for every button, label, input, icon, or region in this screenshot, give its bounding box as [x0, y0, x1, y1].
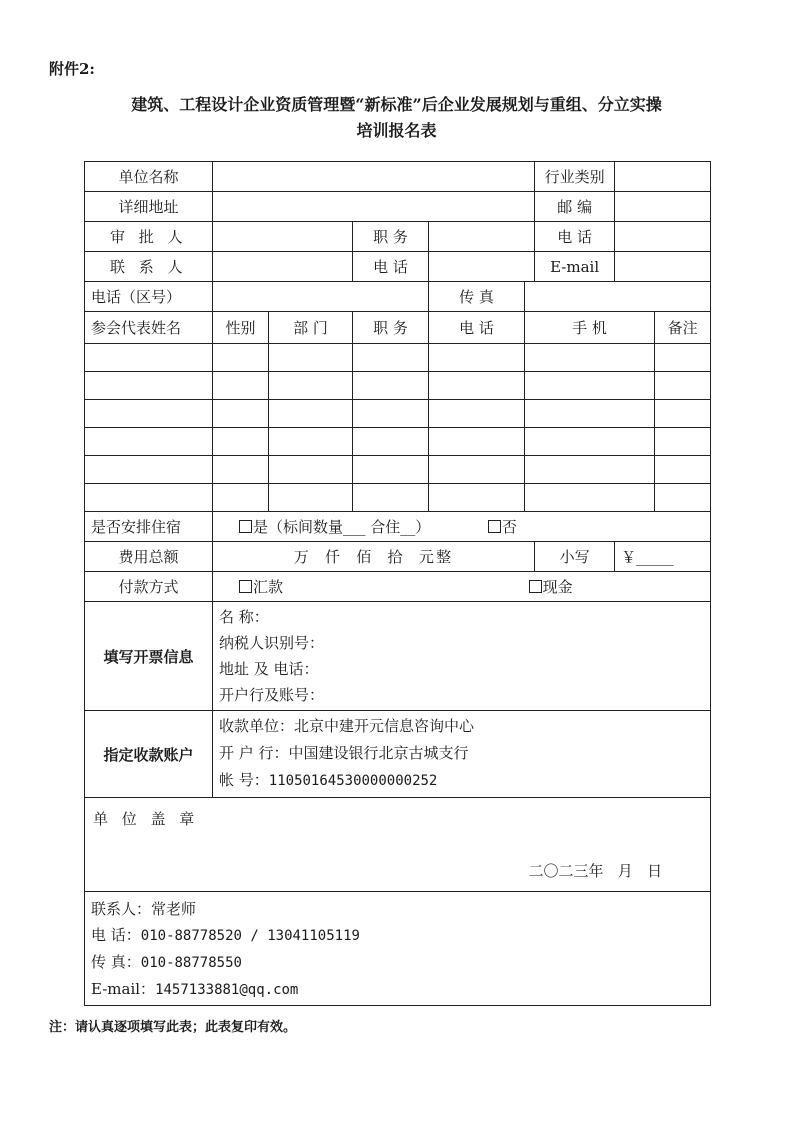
row-contact: [85, 252, 711, 282]
approver-label: 审 批 人: [85, 222, 213, 252]
contact-field[interactable]: [213, 252, 353, 282]
cash-checkbox[interactable]: [529, 580, 542, 593]
lodging-label: 是否安排住宿: [85, 512, 213, 542]
invoice-tax-id-line[interactable]: 纳税人识别号：: [219, 634, 325, 652]
contact-phone-line: [91, 922, 704, 949]
participant-remark-cell[interactable]: [655, 344, 711, 372]
participant-position-cell[interactable]: [353, 372, 429, 400]
fee-amount-words: 万 仟 佰 拾 元整: [213, 542, 535, 572]
contact-phone-label: 电 话: [353, 252, 429, 282]
form-subtitle: 培训报名表: [356, 121, 437, 140]
area-phone-label: 电话（区号）: [85, 282, 213, 312]
participant-mobile-cell[interactable]: [525, 456, 655, 484]
participant-mobile-header: 手 机: [525, 312, 655, 344]
participant-name-cell[interactable]: [85, 400, 213, 428]
invoice-name-line[interactable]: 名 称：: [219, 608, 269, 626]
form-title: 建筑、工程设计企业资质管理暨“新标准”后企业发展规划与重组、分立实操: [131, 95, 662, 114]
approver-field[interactable]: [213, 222, 353, 252]
row-area-phone: [85, 282, 711, 312]
row-approver: [85, 222, 711, 252]
participant-name-cell[interactable]: [85, 344, 213, 372]
payment-row: [85, 572, 711, 602]
participant-position-cell[interactable]: [353, 484, 429, 512]
contact-info-row: [85, 892, 711, 1006]
row-address: [85, 192, 711, 222]
payee-bank-line: 开 户 行：中国建设银行北京古城支行: [219, 744, 469, 762]
area-phone-field[interactable]: [213, 282, 429, 312]
remit-checkbox[interactable]: [239, 580, 252, 593]
participant-department-cell[interactable]: [269, 456, 353, 484]
contact-label: 联 系 人: [85, 252, 213, 282]
payee-label: 指定收款账户: [85, 711, 213, 798]
participant-remark-cell[interactable]: [655, 428, 711, 456]
fax-label: 传 真: [429, 282, 525, 312]
unit-name-field[interactable]: [213, 162, 535, 192]
participant-row: [85, 484, 711, 512]
payee-account-line: [219, 767, 704, 795]
industry-field[interactable]: [615, 162, 711, 192]
participant-gender-cell[interactable]: [213, 400, 269, 428]
participant-row: [85, 372, 711, 400]
participant-department-cell[interactable]: [269, 484, 353, 512]
address-field[interactable]: [213, 192, 535, 222]
contact-email-line: [91, 976, 704, 1003]
participant-name-cell[interactable]: [85, 456, 213, 484]
invoice-row: [85, 602, 711, 711]
contact-fax-value: 010-88778550: [140, 955, 242, 971]
payment-label: 付款方式: [85, 572, 213, 602]
address-label: 详细地址: [85, 192, 213, 222]
participant-department-header: 部 门: [269, 312, 353, 344]
participant-gender-cell[interactable]: [213, 428, 269, 456]
contact-fax-prefix: 传 真：: [91, 953, 141, 971]
participant-position-header: 职 务: [353, 312, 429, 344]
participant-row: [85, 400, 711, 428]
participant-mobile-cell[interactable]: [525, 428, 655, 456]
contact-fax-line: [91, 949, 704, 976]
participant-name-header: 参会代表姓名: [85, 312, 213, 344]
participant-phone-cell[interactable]: [429, 456, 525, 484]
participant-phone-header: 电 话: [429, 312, 525, 344]
approver-position-field[interactable]: [429, 222, 535, 252]
participant-mobile-cell[interactable]: [525, 372, 655, 400]
invoice-address-phone-line[interactable]: 地址 及 电话：: [219, 660, 319, 678]
fee-row: [85, 542, 711, 572]
participant-position-cell[interactable]: [353, 344, 429, 372]
unit-name-label: 单位名称: [85, 162, 213, 192]
postcode-field[interactable]: [615, 192, 711, 222]
contact-person-line: 联系人：常老师: [91, 900, 197, 918]
cash-label: 现金: [542, 578, 573, 596]
participant-remark-header: 备注: [655, 312, 711, 344]
participant-position-cell[interactable]: [353, 456, 429, 484]
seal-label: 单 位 盖 章: [93, 810, 199, 828]
invoice-bank-account-line[interactable]: 开户行及账号：: [219, 686, 325, 704]
payee-account-number: 11050164530000000252: [268, 773, 438, 789]
participants-header-row: [85, 312, 711, 344]
industry-label: 行业类别: [535, 162, 615, 192]
contact-phone-field[interactable]: [429, 252, 535, 282]
postcode-label: 邮 编: [535, 192, 615, 222]
participant-remark-cell[interactable]: [655, 484, 711, 512]
participant-department-cell[interactable]: [269, 400, 353, 428]
payee-account-prefix: 帐 号：: [219, 771, 269, 789]
participant-remark-cell[interactable]: [655, 400, 711, 428]
participant-row: [85, 428, 711, 456]
participant-row: [85, 344, 711, 372]
participant-name-cell[interactable]: [85, 484, 213, 512]
participant-position-cell[interactable]: [353, 428, 429, 456]
lodging-yes-checkbox[interactable]: [239, 520, 252, 533]
contact-phone-prefix: 电 话：: [91, 926, 141, 944]
lodging-no-label: 否: [501, 518, 517, 536]
participant-phone-cell[interactable]: [429, 400, 525, 428]
participant-gender-cell[interactable]: [213, 456, 269, 484]
participant-gender-header: 性别: [213, 312, 269, 344]
participant-gender-cell[interactable]: [213, 372, 269, 400]
fax-field[interactable]: [525, 282, 711, 312]
participant-remark-cell[interactable]: [655, 456, 711, 484]
fee-lowercase-value[interactable]: ￥_____: [615, 542, 711, 572]
lodging-no-checkbox[interactable]: [488, 520, 501, 533]
participant-row: [85, 456, 711, 484]
footer-note: 注：请认真逐项填写此表；此表复印有效。: [49, 1020, 297, 1035]
lodging-yes-label: 是（标间数量___ 合住__）: [253, 518, 431, 536]
participant-phone-cell[interactable]: [429, 484, 525, 512]
seal-row: [85, 798, 711, 892]
attachment-label: 附件2:: [49, 60, 95, 78]
row-unit-name: [85, 162, 711, 192]
participant-phone-cell[interactable]: [429, 372, 525, 400]
approver-phone-label: 电 话: [535, 222, 615, 252]
participant-phone-cell[interactable]: [429, 344, 525, 372]
approver-position-label: 职 务: [353, 222, 429, 252]
participant-remark-cell[interactable]: [655, 372, 711, 400]
email-field[interactable]: [615, 252, 711, 282]
invoice-label: 填写开票信息: [85, 602, 213, 711]
remit-label: 汇款: [253, 578, 284, 596]
participant-mobile-cell[interactable]: [525, 400, 655, 428]
participant-mobile-cell[interactable]: [525, 484, 655, 512]
participant-name-cell[interactable]: [85, 428, 213, 456]
fee-lowercase-label: 小写: [535, 542, 615, 572]
participant-name-cell[interactable]: [85, 372, 213, 400]
fee-label: 费用总额: [85, 542, 213, 572]
email-label: E-mail: [535, 252, 615, 282]
participant-department-cell[interactable]: [269, 344, 353, 372]
contact-email-prefix: E-mail：: [91, 980, 156, 998]
participant-department-cell[interactable]: [269, 372, 353, 400]
payee-unit-line: 收款单位：北京中建开元信息咨询中心: [219, 717, 475, 735]
participant-gender-cell[interactable]: [213, 344, 269, 372]
lodging-row: [85, 512, 711, 542]
contact-email-value: 1457133881@qq.com: [155, 982, 299, 998]
payee-row: [85, 711, 711, 798]
participant-mobile-cell[interactable]: [525, 344, 655, 372]
contact-phone-value: 010-88778520 / 13041105119: [140, 928, 360, 944]
seal-date: 二〇二三年 月 日: [528, 862, 663, 880]
participant-phone-cell[interactable]: [429, 428, 525, 456]
participant-gender-cell[interactable]: [213, 484, 269, 512]
approver-phone-field[interactable]: [615, 222, 711, 252]
registration-form: [84, 161, 711, 1006]
participant-position-cell[interactable]: [353, 400, 429, 428]
participant-department-cell[interactable]: [269, 428, 353, 456]
